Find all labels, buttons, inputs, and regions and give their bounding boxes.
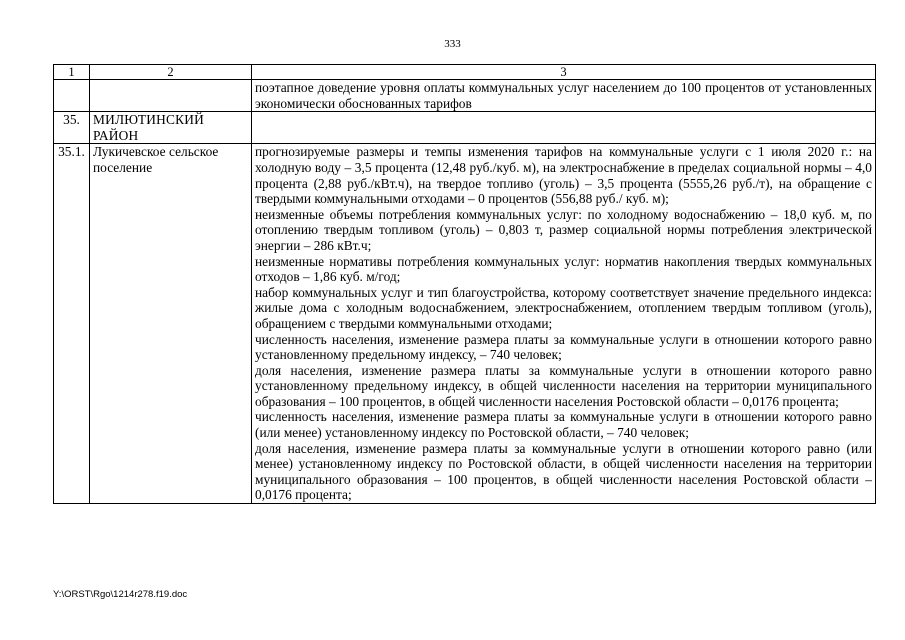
content-paragraph-share: доля населения, изменение размера платы за коммунальные услуги в отношении которого равно установленному предельному индексу, в общей численности населения на территории муниципального образования – 100 процентов, в общей численности населения Ростовской области – 0,0176 процента; bbox=[255, 362, 872, 409]
row-number: 35.1. bbox=[54, 144, 90, 504]
row-content bbox=[252, 112, 876, 144]
settlement-name: Лукичевское сельское поселение bbox=[90, 144, 252, 504]
header-col-1: 1 bbox=[54, 65, 90, 80]
row-number: 35. bbox=[54, 112, 90, 144]
content-paragraph-services: набор коммунальных услуг и тип благоустройства, которому соответствует значение предельного индекса: жилые дома с холодным водоснабжением, электроснабжением, отоплением твердым топливом (уголь), обращением с твердыми коммунальными отходами; bbox=[255, 284, 872, 331]
content-paragraph-share-region: доля населения, изменение размера платы за коммунальные услуги в отношении которого равно (или менее) установленному индексу по Ростовской области, в общей численности населения на территории муниципального образования – 100 процентов, в общей численности населения Ростовской области – 0,0176 процента; bbox=[255, 440, 872, 503]
page-number: 333 bbox=[444, 38, 461, 50]
content-paragraph-norms: неизменные нормативы потребления коммунальных услуг: норматив накопления твердых коммунальных отходов – 1,86 куб. м/год; bbox=[255, 253, 872, 285]
content-paragraph-volumes: неизменные объемы потребления коммунальных услуг: по холодному водоснабжению – 18,0 куб. м, по отоплению твердым топливом (уголь) – 0,803 т, размер социальной нормы потребления электрической энергии – 286 кВт.ч; bbox=[255, 206, 872, 253]
row-name bbox=[90, 80, 252, 112]
tariff-table bbox=[53, 64, 876, 504]
table-row bbox=[54, 80, 876, 112]
footer-file-path: Y:\ORST\Rgo\1214r278.f19.doc bbox=[53, 589, 188, 600]
content-paragraph-tariffs: прогнозируемые размеры и темпы изменения тарифов на коммунальные услуги с 1 июля 2020 г.: на холодную воду – 3,5 процента (12,48 руб./куб. м), на электроснабжение в пределах социальной нормы – 4,0 процента (2,88 руб./кВт.ч), на твердое топливо (уголь) – 3,5 процента (5555,26 руб./т), на обращение с твердыми коммунальными отходами – 0 процентов (556,88 руб./ куб. м); bbox=[255, 144, 872, 207]
content-paragraph-population: численность населения, изменение размера платы за коммунальные услуги в отношении которого равно установленному предельному индексу, – 740 человек; bbox=[255, 331, 872, 363]
table-row-region bbox=[54, 112, 876, 144]
row-number bbox=[54, 80, 90, 112]
table-row-settlement bbox=[54, 144, 876, 504]
content-paragraph-population-region: численность населения, изменение размера платы за коммунальные услуги в отношении которого равно (или менее) установленному индексу по Ростовской области, – 740 человек; bbox=[255, 409, 872, 441]
row-content bbox=[252, 144, 876, 504]
region-name: МИЛЮТИНСКИЙ РАЙОН bbox=[90, 112, 252, 144]
header-col-3: 3 bbox=[252, 65, 876, 80]
content-paragraph: поэтапное доведение уровня оплаты коммунальных услуг населением до 100 процентов от установленных экономически обоснованных тарифов bbox=[255, 80, 872, 111]
header-col-2: 2 bbox=[90, 65, 252, 80]
table-header-row bbox=[54, 65, 876, 80]
row-content bbox=[252, 80, 876, 112]
